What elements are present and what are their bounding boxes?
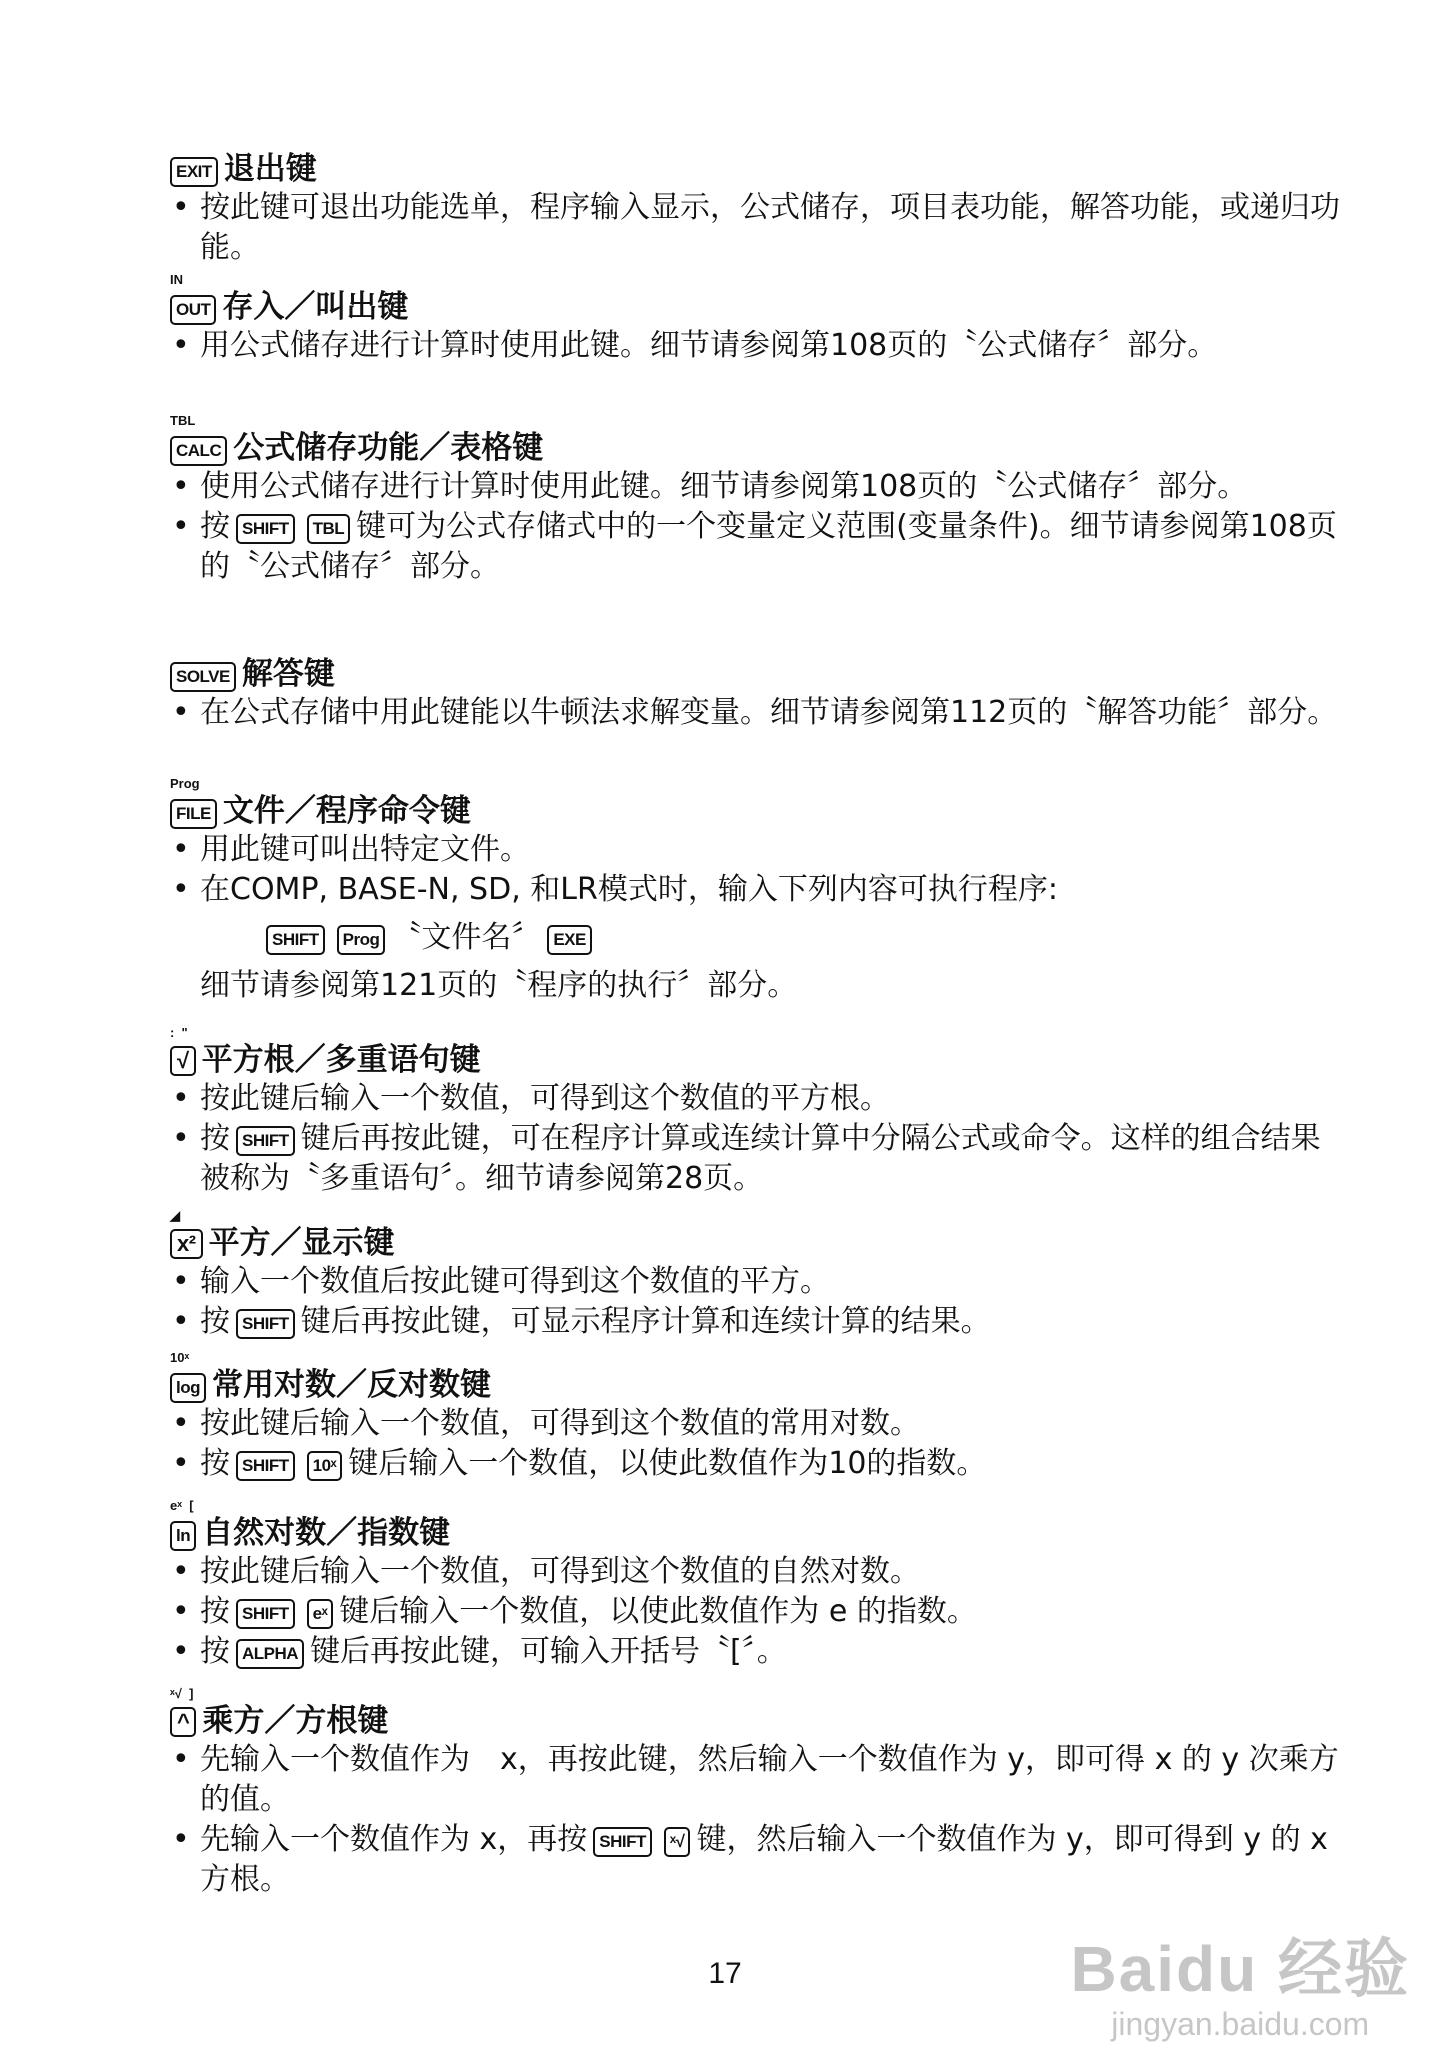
section-square: [170, 1208, 1350, 1342]
bullet-item: • 按此键可退出功能选单，程序输入显示，公式储存，项目表功能，解答功能，或递归功能。: [170, 188, 1350, 268]
bullet-item: • 按此键后输入一个数值，可得到这个数值的自然对数。: [170, 1552, 1350, 1592]
shift-label: ˣ√ ]: [170, 1686, 194, 1701]
section-title: 常用对数／反对数键: [212, 1367, 491, 1403]
section-out: [170, 272, 1350, 366]
prog-key-icon: Prog: [337, 925, 386, 955]
bullet-item: • 先输入一个数值作为 x，再按 SHIFT ˣ√ 键，然后输入一个数值作为 y，即可得到 y 的 x 方根。: [170, 1820, 1350, 1900]
sqrt-key-icon: √: [170, 1046, 196, 1076]
section-title: 平方根／多重语句键: [201, 1042, 481, 1078]
shift-key-icon: SHIFT: [593, 1827, 652, 1857]
exe-key-icon: EXE: [547, 925, 592, 955]
bullet-item: • 按 SHIFT eˣ 键后输入一个数值，以使此数值作为 e 的指数。: [170, 1592, 1350, 1632]
bullet-item: • 按 SHIFT 键后再按此键，可显示程序计算和连续计算的结果。: [170, 1302, 1350, 1342]
tbl-key-icon: TBL: [307, 514, 351, 544]
bullet-item: • 按 ALPHA 键后再按此键，可输入开括号〝[〞。: [170, 1632, 1350, 1672]
section-file: [170, 776, 1350, 1006]
solve-key-icon: SOLVE: [170, 662, 236, 692]
e-power-key-icon: eˣ: [307, 1599, 334, 1629]
bullet-item: • 在COMP, BASE-N, SD, 和LR模式时，输入下列内容可执行程序:: [170, 870, 1350, 910]
bullet-item: • 按 SHIFT 10ˣ 键后输入一个数值，以使此数值作为10的指数。: [170, 1444, 1350, 1484]
watermark: [1070, 1934, 1410, 2044]
out-key-icon: OUT: [170, 295, 216, 325]
bullet-item: • 按 SHIFT 键后再按此键，可在程序计算或连续计算中分隔公式或命令。这样的组合结果被称为〝多重语句〞。细节请参阅第28页。: [170, 1119, 1350, 1199]
section-heading: [170, 655, 1350, 693]
section-log: [170, 1350, 1350, 1484]
ten-power-key-icon: 10ˣ: [307, 1451, 343, 1481]
bullet-item: • 用此键可叫出特定文件。: [170, 830, 1350, 870]
log-key-icon: log: [170, 1373, 206, 1403]
alpha-key-icon: ALPHA: [236, 1639, 304, 1669]
page-number: 17: [708, 1957, 742, 1990]
section-title: 解答键: [241, 656, 335, 692]
shift-key-icon: SHIFT: [236, 1126, 295, 1156]
section-title: 平方／显示键: [208, 1225, 395, 1261]
bullet-item: • 按此键后输入一个数值，可得到这个数值的平方根。: [170, 1079, 1350, 1119]
section-heading: [170, 1041, 1350, 1079]
shift-key-icon: SHIFT: [266, 925, 325, 955]
section-exit: [170, 150, 1350, 268]
bullet-item: • 先输入一个数值作为 x，再按此键，然后输入一个数值作为 y，即可得 x 的 y 次乘方的值。: [170, 1740, 1350, 1820]
shift-label: 10ˣ: [170, 1350, 190, 1365]
section-heading: [170, 1702, 1350, 1740]
calc-key-icon: CALC: [170, 436, 227, 466]
section-heading: [170, 792, 1350, 830]
section-title: 乘方／方根键: [202, 1703, 389, 1739]
bullet-item: • 按此键后输入一个数值，可得到这个数值的常用对数。: [170, 1404, 1350, 1444]
section-title: 自然对数／指数键: [202, 1515, 451, 1551]
shift-key-icon: SHIFT: [236, 514, 295, 544]
shift-label: Prog: [170, 776, 200, 791]
section-heading: [170, 1514, 1350, 1552]
section-heading: [170, 429, 1350, 467]
watermark-url: jingyan.baidu.com: [1111, 2006, 1370, 2042]
bullet-item: • 用公式储存进行计算时使用此键。细节请参阅第108页的〝公式储存〞部分。: [170, 326, 1350, 366]
file-key-icon: FILE: [170, 799, 217, 829]
section-calc: [170, 413, 1350, 587]
section-ln: [170, 1498, 1350, 1672]
shift-key-icon: SHIFT: [236, 1451, 295, 1481]
section-heading: [170, 1224, 1350, 1262]
ln-key-icon: ln: [170, 1521, 196, 1551]
shift-label: ◢: [170, 1208, 180, 1223]
watermark-logo: Baidu 经验: [1070, 1933, 1410, 2005]
section-title: 文件／程序命令键: [222, 793, 471, 829]
section-power: [170, 1686, 1350, 1900]
section-heading: [170, 1366, 1350, 1404]
shift-key-icon: SHIFT: [236, 1309, 295, 1339]
note-text: 细节请参阅第121页的〝程序的执行〞部分。: [200, 968, 798, 1003]
section-title: 公式储存功能／表格键: [233, 430, 544, 466]
power-key-icon: ^: [170, 1707, 196, 1737]
shift-label: TBL: [170, 413, 196, 428]
section-title: 存入／叫出键: [222, 289, 409, 325]
section-sqrt: [170, 1025, 1350, 1199]
x-squared-key-icon: x²: [170, 1229, 203, 1259]
shift-label: IN: [170, 272, 183, 287]
bullet-item: • 使用公式储存进行计算时使用此键。细节请参阅第108页的〝公式储存〞部分。: [170, 467, 1350, 507]
shift-label: eˣ [: [170, 1498, 194, 1513]
command-sequence: SHIFT Prog 〝文件名〞 EXE: [170, 916, 1350, 960]
shift-label: : ": [170, 1025, 188, 1040]
bullet-item: • 按 SHIFT TBL 键可为公式存储式中的一个变量定义范围(变量条件)。细节请参阅第108页的〝公式储存〞部分。: [170, 507, 1350, 587]
section-heading: [170, 150, 1350, 188]
root-key-icon: ˣ√: [664, 1827, 691, 1857]
section-heading: [170, 288, 1350, 326]
bullet-item: • 输入一个数值后按此键可得到这个数值的平方。: [170, 1262, 1350, 1302]
bullet-item: • 在公式存储中用此键能以牛顿法求解变量。细节请参阅第112页的〝解答功能〞部分。: [170, 693, 1350, 733]
section-solve: [170, 655, 1350, 733]
exit-key-icon: EXIT: [170, 157, 218, 187]
section-title: 退出键: [223, 151, 317, 187]
shift-key-icon: SHIFT: [236, 1599, 295, 1629]
